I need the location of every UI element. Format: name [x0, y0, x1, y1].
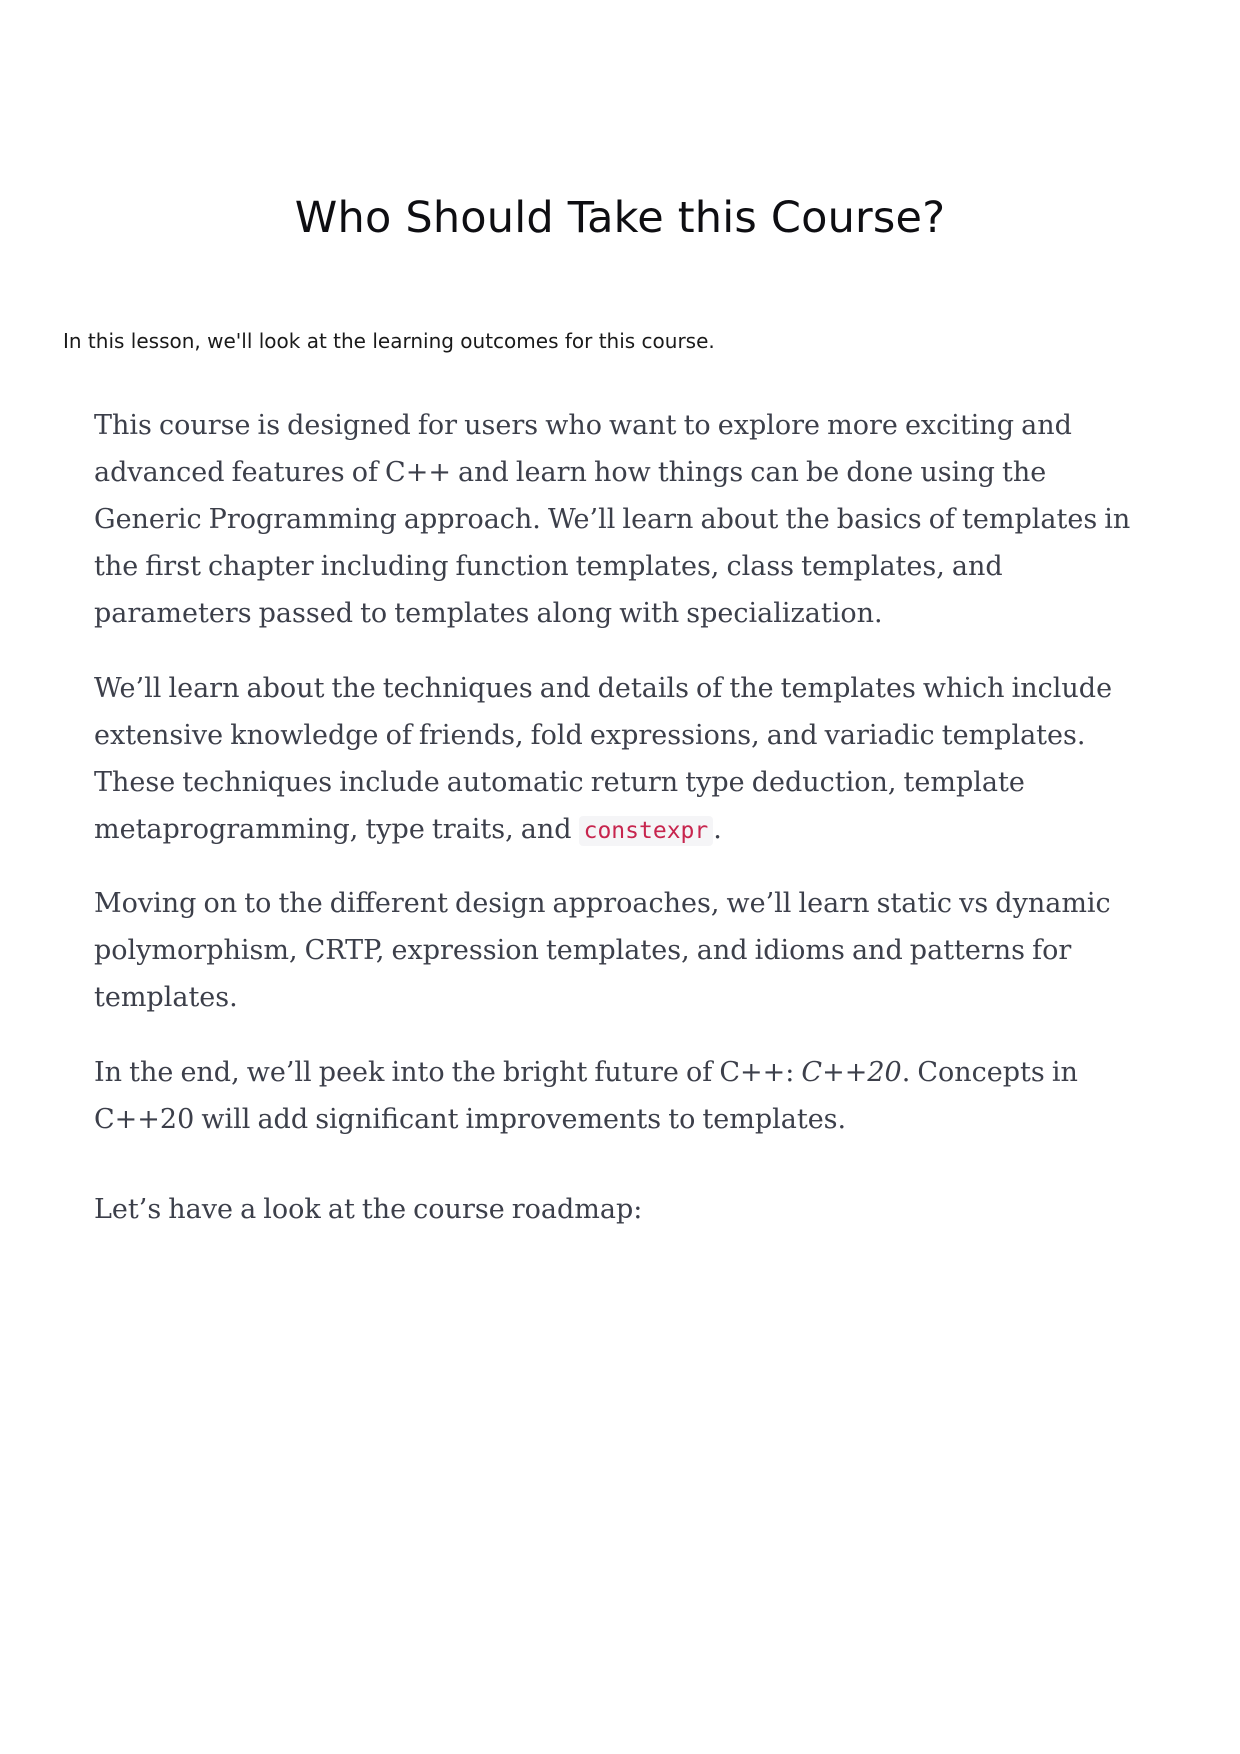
- paragraph-future-end: . Concepts in C++20 will add significant improvements to templates.: [94, 1057, 1078, 1135]
- paragraph-roadmap-lead: Let’s have a look at the course roadmap:: [94, 1194, 643, 1225]
- lesson-intro: In this lesson, we'll look at the learning outcomes for this course.: [63, 329, 715, 353]
- paragraph-design-approaches: Moving on to the different design approaches, we’ll learn static vs dynamic polymorphism, CRTP, expression templates, and idioms and patterns for templates.: [94, 888, 1111, 1013]
- paragraph-course-audience: This course is designed for users who want to explore more exciting and advanced features of C++ and learn how things can be done using the Generic Programming approach. We’ll learn about the basics of templates in the first chapter including function templates, class templates, and parameters passed to templates along with specialization.: [94, 410, 1131, 629]
- paragraph-future-text: In the end, we’ll peek into the bright future of C++:: [94, 1057, 802, 1088]
- paragraph-techniques-end: .: [713, 814, 722, 845]
- emphasis-cpp20: C++20: [801, 1057, 902, 1088]
- paragraph-techniques-text: We’ll learn about the techniques and details of the templates which include extensive knowledge of friends, fold expressions, and variadic templates. These techniques include automatic return type deduction, template metaprogramming, type traits, and: [94, 673, 1113, 845]
- paragraph-future-cpp: [94, 1049, 1154, 1143]
- page-title: Who Should Take this Course?: [294, 193, 946, 243]
- inline-code-constexpr: constexpr: [579, 816, 714, 846]
- paragraph-techniques: [94, 665, 1154, 855]
